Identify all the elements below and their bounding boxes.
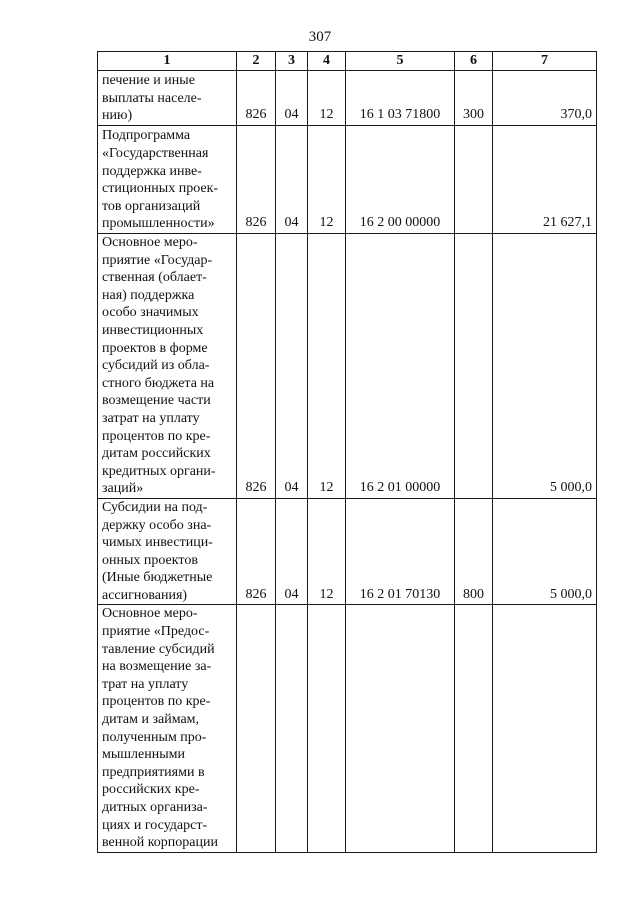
row-amount: 5 000,0 bbox=[493, 234, 597, 499]
header-col-5: 5 bbox=[346, 52, 455, 71]
row-admin-code: 826 bbox=[237, 126, 276, 234]
row-target-article: 16 2 00 00000 bbox=[346, 126, 455, 234]
header-col-4: 4 bbox=[308, 52, 346, 71]
row-target-article: 16 2 01 70130 bbox=[346, 498, 455, 605]
row-section: 04 bbox=[276, 71, 308, 126]
row-subsection: 12 bbox=[308, 498, 346, 605]
row-name: Субсидии на под- держку особо зна- чимых инвестици- онных проектов (Иные бюджетные ассигнования) bbox=[98, 498, 237, 605]
row-expense-type: 800 bbox=[455, 498, 493, 605]
header-col-3: 3 bbox=[276, 52, 308, 71]
row-expense-type: 300 bbox=[455, 71, 493, 126]
header-col-1: 1 bbox=[98, 52, 237, 71]
table-row bbox=[98, 71, 597, 126]
row-expense-type bbox=[455, 126, 493, 234]
row-subsection: 12 bbox=[308, 126, 346, 234]
table-row bbox=[98, 498, 597, 605]
row-section: 04 bbox=[276, 234, 308, 499]
header-col-2: 2 bbox=[237, 52, 276, 71]
row-admin-code bbox=[237, 605, 276, 852]
row-name: Основное меро- приятие «Государ- ственная (облает- ная) поддержка особо значимых инвестиционных проектов в форме субсидий из обла- стного бюджета на возмещение части затрат на уплату процентов по кре- дитам российских кредитных органи- заций» bbox=[98, 234, 237, 499]
budget-table bbox=[97, 51, 597, 853]
page-number: 307 bbox=[308, 29, 332, 45]
row-admin-code: 826 bbox=[237, 71, 276, 126]
row-amount: 21 627,1 bbox=[493, 126, 597, 234]
table-row bbox=[98, 605, 597, 852]
row-target-article: 16 2 01 00000 bbox=[346, 234, 455, 499]
row-name: Подпрограмма «Государственная поддержка инве- стиционных проек- тов организаций промышленности» bbox=[98, 126, 237, 234]
row-section: 04 bbox=[276, 126, 308, 234]
table-row bbox=[98, 234, 597, 499]
row-target-article: 16 1 03 71800 bbox=[346, 71, 455, 126]
row-name: Основное меро- приятие «Предос- тавление субсидий на возмещение за- трат на уплату процентов по кре- дитам и займам, полученным про- мышленными предприятиями в российских кре- дитных организа- циях и государст- венной корпорации bbox=[98, 605, 237, 852]
row-expense-type bbox=[455, 234, 493, 499]
header-row bbox=[98, 52, 597, 71]
table-row bbox=[98, 126, 597, 234]
row-admin-code: 826 bbox=[237, 498, 276, 605]
header-col-6: 6 bbox=[455, 52, 493, 71]
row-amount: 5 000,0 bbox=[493, 498, 597, 605]
row-section bbox=[276, 605, 308, 852]
row-amount: 370,0 bbox=[493, 71, 597, 126]
header-col-7: 7 bbox=[493, 52, 597, 71]
row-subsection: 12 bbox=[308, 71, 346, 126]
row-subsection bbox=[308, 605, 346, 852]
row-amount bbox=[493, 605, 597, 852]
row-expense-type bbox=[455, 605, 493, 852]
row-name: печение и иные выплаты населе- нию) bbox=[98, 71, 237, 126]
row-section: 04 bbox=[276, 498, 308, 605]
row-admin-code: 826 bbox=[237, 234, 276, 499]
row-subsection: 12 bbox=[308, 234, 346, 499]
row-target-article bbox=[346, 605, 455, 852]
